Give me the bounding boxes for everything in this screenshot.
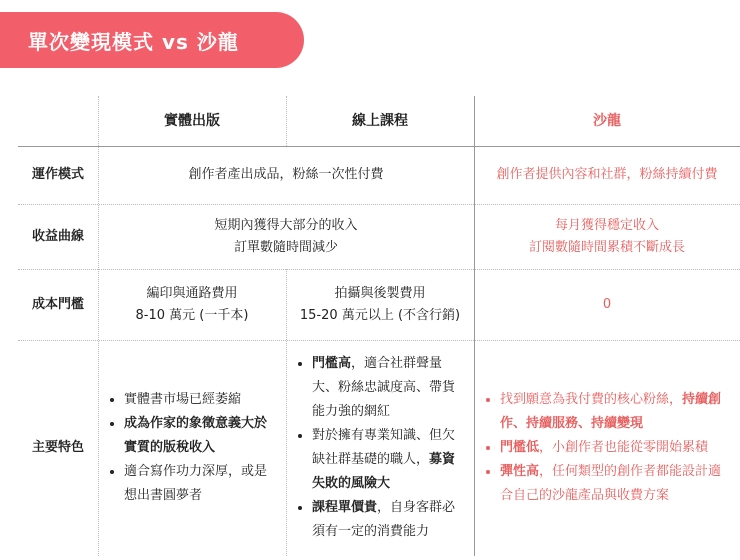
cost-publish: [98, 269, 286, 340]
operation-salon: 創作者提供內容和社群，粉絲持續付費: [496, 167, 718, 182]
cost-course-line2: 15-20 萬元以上 (不含行銷): [299, 307, 461, 323]
comparison-table: [18, 96, 740, 556]
feature-publish-item: • 成為作家的象徵意義大於實質的版稅收入: [124, 412, 278, 460]
feature-salon-item: • 彈性高，任何類型的創作者都能設計適合自己的沙龍產品與收費方案: [500, 460, 732, 508]
feature-publish-item: • 實體書市場已經萎縮: [124, 388, 278, 412]
page-title: 單次變現模式 vs 沙龍: [0, 12, 304, 68]
revenue-one-time-line1: 短期內獲得大部分的收入: [214, 217, 358, 233]
cost-course: [286, 269, 474, 340]
feature-publish-item: • 適合寫作功力深厚，或是想出書圓夢者: [124, 460, 278, 508]
feature-salon-item: • 找到願意為我付費的核心粉絲，持續創作、持續服務、持續變現: [500, 388, 732, 436]
header-salon: 沙龍: [593, 113, 621, 129]
cost-publish-line1: 編印與通路費用: [146, 285, 238, 301]
operation-one-time: 創作者產出成品，粉絲一次性付費: [188, 167, 384, 182]
revenue-one-time-line2: 訂單數隨時間減少: [233, 239, 338, 255]
cost-course-line1: 拍攝與後製費用: [334, 285, 426, 301]
feature-course-item: • 課程單價貴，自身客群必須有一定的消費能力: [312, 496, 466, 544]
revenue-salon: [474, 204, 740, 269]
features-publish: [98, 340, 286, 556]
row-label-cost: 成本門檻: [31, 296, 84, 312]
row-label-revenue: 收益曲線: [31, 228, 84, 244]
header-publish: 實體出版: [164, 113, 220, 129]
row-label-operation: 運作模式: [31, 167, 84, 182]
header-course: 線上課程: [352, 113, 408, 129]
row-label-features: 主要特色: [31, 440, 84, 455]
revenue-salon-line1: 每月獲得穩定收入: [554, 217, 659, 233]
cost-salon: 0: [602, 296, 612, 312]
cost-publish-line2: 8-10 萬元 (一千本): [135, 307, 249, 323]
feature-course-item: • 對於擁有專業知識、但欠缺社群基礎的職人，募資失敗的風險大: [312, 424, 466, 496]
features-salon: [474, 340, 740, 556]
revenue-one-time: [98, 204, 474, 269]
feature-salon-item: • 門檻低，小創作者也能從零開始累積: [500, 436, 732, 460]
feature-course-item: • 門檻高，適合社群聲量大、粉絲忠誠度高、帶貨能力強的網紅: [312, 352, 466, 424]
features-course: [286, 340, 474, 556]
revenue-salon-line2: 訂閱數隨時間累積不斷成長: [528, 239, 685, 255]
